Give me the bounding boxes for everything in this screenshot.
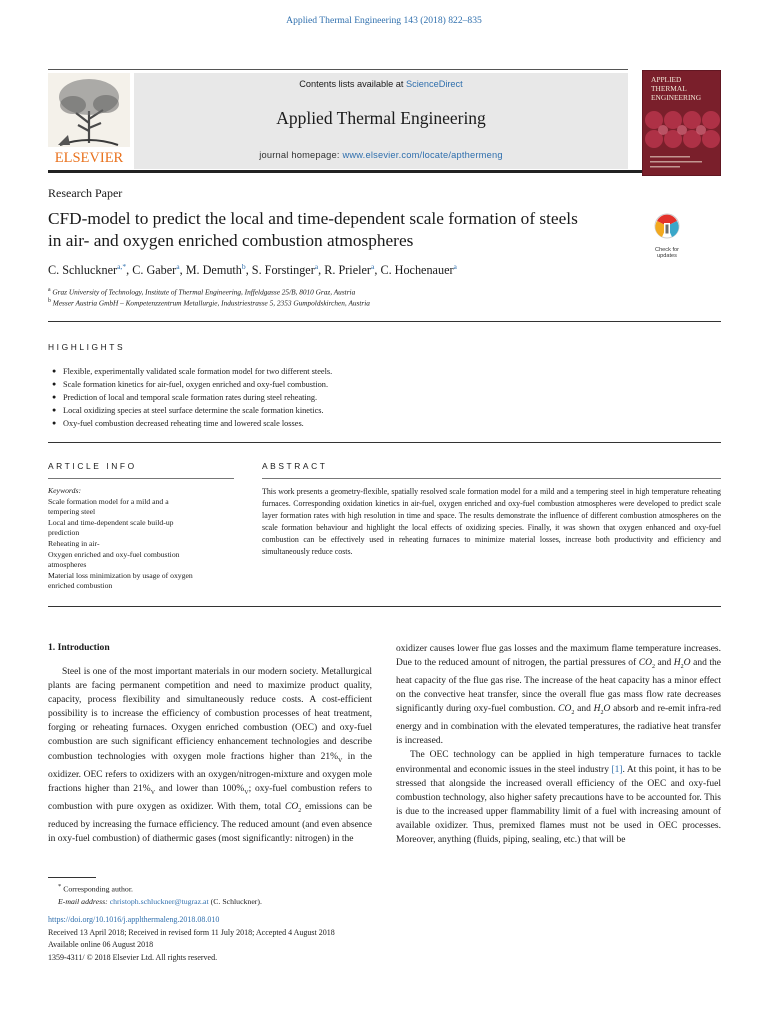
keyword-line: Reheating in air- (48, 538, 100, 548)
abstract-heading: ABSTRACT (262, 461, 328, 471)
highlight-item: ● Scale formation kinetics for air-fuel, oxygen enriched and oxy-fuel combustion. (52, 378, 692, 391)
crossmark-label: Check for updates (655, 247, 679, 260)
contents-prefix: Contents lists available at (299, 79, 407, 89)
subscript: V (338, 757, 343, 764)
subscript: V (244, 789, 249, 796)
article-info-heading: ARTICLE INFO (48, 461, 137, 471)
section-heading-introduction: 1. Introduction (48, 642, 110, 653)
svg-text:APPLIED: APPLIED (651, 75, 682, 84)
affiliation-b-text: Messer Austria GmbH – Kompetenzzentrum Metallurgie, Industriestrasse 5, 2353 Gumpoldskirchen, Austria (52, 298, 370, 308)
corresponding-author-footnote (58, 881, 262, 909)
highlights-heading: HIGHLIGHTS (48, 342, 126, 352)
author-separator: , (179, 263, 186, 278)
header-divider (48, 321, 721, 322)
footnote-rule (48, 877, 96, 878)
masthead-bottom-rule (48, 170, 721, 173)
footnote-text: Corresponding author. (61, 884, 133, 894)
contents-line (134, 79, 628, 89)
copyright-line: 1359-4311/ © 2018 Elsevier Ltd. All rights reserved. (48, 952, 218, 962)
author-affiliation-mark[interactable]: a,* (117, 262, 127, 271)
text-run: and lower than 100% (155, 783, 245, 794)
subscript: 2 (600, 710, 604, 717)
keyword-line: tempering steel (48, 507, 96, 517)
author-affiliation-mark[interactable]: a (314, 262, 319, 271)
corresponding-author-line (58, 881, 262, 896)
article-title (48, 208, 633, 252)
publication-info (48, 914, 335, 964)
formula: CO (558, 704, 572, 715)
elsevier-logo[interactable] (48, 73, 130, 165)
article-title-line-1: CFD-model to predict the local and time-dependent scale formation of steels (48, 209, 578, 228)
svg-text:ELSEVIER: ELSEVIER (54, 150, 124, 165)
author-name[interactable]: C. Schluckner (48, 263, 118, 278)
formula: CO (285, 801, 299, 812)
journal-citation[interactable] (0, 15, 768, 26)
email-label: E-mail address: (58, 897, 110, 907)
journal-homepage (134, 150, 628, 160)
author-name[interactable]: S. Forstinger (251, 263, 315, 278)
text-run: The OEC technology can be applied in high temperature furnaces to tackle environmental and economic issues in the steel industry (396, 750, 721, 775)
received-dates: Received 13 April 2018; Received in revised form 11 July 2018; Accepted 4 August 2018 (48, 927, 335, 937)
text-run: and (574, 704, 594, 715)
keyword-line: enriched combustion (48, 581, 113, 591)
author-name[interactable]: C. Hochenauer (380, 263, 454, 278)
footnote-mark: * (58, 883, 62, 890)
author-list (48, 262, 457, 278)
crossmark-icon (650, 212, 684, 242)
subscript: 2 (680, 663, 684, 670)
keywords-block (48, 486, 233, 592)
text-run: . At this point, it has to be stressed that alongside the increased overall efficiency of the OEC and oxy-fuel combustion technology, also higher safety precautions have to be accounted for. This is due to the increased upper flammability limit of a fuel with increasing amount of available oxidizer. Thus, premixed flames must not be used in OEC processes. Moreover, anything (fluids, piping, sealing, etc.) that will be (396, 764, 722, 845)
available-online: Available online 06 August 2018 (48, 940, 154, 949)
author-separator: , (126, 263, 133, 278)
highlight-item: ● Local oxidizing species at steel surface determine the scale formation kinetics. (52, 404, 692, 417)
text-run: emissions can be reduced by increasing the furnace efficiency. The reduced amount (and even absence in oxy-fuel combustion) of diathermic gases (most significantly: nitrogen) in the (48, 801, 372, 844)
author-affiliation-mark[interactable]: b (241, 262, 246, 271)
email-suffix: (C. Schluckner). (208, 897, 262, 907)
article-title-line-2: in air- and oxygen enriched combustion atmospheres (48, 231, 414, 250)
text-run: oxidizer causes lower flue gas losses and the maximum flame temperature increases. Due to the reduced amount of nitrogen, the partial pressures of (396, 644, 721, 669)
keyword-line: Material loss minimization by usage of oxygen (48, 570, 193, 580)
homepage-link[interactable]: www.elsevier.com/locate/apthermeng (342, 150, 503, 160)
email-link[interactable]: christoph.schluckner@tugraz.at (109, 897, 209, 907)
affiliation-a-text: Graz University of Technology, Institute of Thermal Engineering, Inffeldgasse 25/B, 8010 Graz, Austria (52, 287, 356, 297)
formula: H (593, 704, 601, 715)
text-run: Steel is one of the most important materials in our modern society. Metallurgical plants are facing permanent competition and need to maximize product quality, capacity, process flexibility and simultaneously reduce costs. A cost-efficient possibility is to increase the efficiency of combustion processes of heat treatment, forging or reheating furnaces. Oxygen enriched combustion (OEC) and oxy-fuel combustion are such significant efficiency enhancement technologies and describe combustion technologies with oxygen mole fractions higher than 21% (48, 667, 372, 762)
article-info-rule (48, 478, 234, 479)
citation-link[interactable]: Applied Thermal Engineering 143 (2018) 822–835 (286, 15, 482, 26)
reference-link[interactable]: [1] (611, 764, 623, 775)
body-column-right (396, 642, 721, 847)
check-for-updates-badge[interactable] (650, 212, 684, 260)
svg-text:THERMAL: THERMAL (651, 84, 687, 93)
formula: O (683, 658, 691, 669)
intro-paragraph-2 (396, 748, 721, 847)
intro-paragraph-continued (396, 642, 721, 748)
author-name[interactable]: R. Prieler (324, 263, 371, 278)
formula: CO (638, 658, 652, 669)
author-separator: , (318, 263, 325, 278)
keyword-line: Local and time-dependent scale build-up (48, 517, 174, 527)
abstract-text: This work presents a geometry-flexible, spatially resolved scale formation model for a mild and a tempering steel in high temperature reheating furnaces. Corresponding oxidation kinetics in air-fuel, oxygen enriched and oxy-fuel combustion atmospheres were developed to predict scale layer formation rates with high resolution in time and space. The results demonstrate the influence of different combustion atmospheres on the scale formation behaviour and highlight the local effects of oxidizing species. Finally, it was shown that oxygen enhanced and oxy-fuel combustion can be effectively used in reheating furnaces to minimize material losses, increase both productivity and efficiency and simultaneously reduce costs. (262, 487, 721, 557)
author-name[interactable]: C. Gaber (132, 263, 177, 278)
abstract-rule (262, 478, 721, 479)
highlights-divider (48, 442, 721, 443)
keywords-list (48, 497, 233, 592)
subscript: 2 (571, 710, 575, 717)
affiliation-b (48, 298, 370, 307)
highlight-item: ● Prediction of local and temporal scale formation rates during steel reheating. (52, 391, 692, 404)
masthead-top-rule (48, 69, 628, 70)
text-run: ; oxy-fuel combustion refers to combustion with pure oxygen as oxidizer. With them, total (48, 783, 372, 812)
highlight-item: ● Oxy-fuel combustion decreased reheating time and lowered scale losses. (52, 417, 692, 430)
journal-cover-image[interactable] (642, 70, 721, 176)
text-run: and the heat capacity of the flue gas rise. The increase of the heat capacity has a minor effect on the convective heat transfer, since the overall flue gas mass flow rate decreases significantly during oxy-fuel combustion. (396, 658, 722, 715)
body-column-left (48, 665, 372, 846)
doi-link[interactable]: https://doi.org/10.1016/j.applthermaleng.2018.08.010 (48, 915, 220, 924)
keyword-line: Oxygen enriched and oxy-fuel combustion (48, 549, 180, 559)
abstract-divider (48, 606, 721, 607)
intro-paragraph-1 (48, 665, 372, 846)
author-affiliation-mark[interactable]: a (176, 262, 180, 271)
affiliation-a-mark: a (48, 287, 51, 293)
svg-text:ENGINEERING: ENGINEERING (651, 93, 702, 102)
keyword-line: prediction (48, 528, 80, 538)
author-separator: , (245, 263, 252, 278)
formula: O (603, 704, 611, 715)
author-separator: , (374, 263, 381, 278)
keyword-line: atmospheres (48, 560, 87, 570)
formula: H (673, 658, 681, 669)
email-line (58, 896, 262, 909)
sciencedirect-link[interactable]: ScienceDirect (406, 79, 463, 89)
author-affiliation-mark[interactable]: a (370, 262, 375, 271)
affiliation-a (48, 287, 355, 296)
affiliation-b-mark: b (48, 298, 51, 304)
article-type: Research Paper (48, 186, 123, 200)
subscript: 2 (651, 663, 655, 670)
text-run: in the oxidizer. OEC refers to oxidizers with an oxygen/nitrogen-mixture and oxygen mole fractions higher than 21% (48, 751, 372, 794)
author-name[interactable]: M. Demuth (185, 263, 242, 278)
highlight-item: ● Flexible, experimentally validated scale formation model for two different steels. (52, 365, 692, 378)
subscript: V (150, 789, 156, 796)
author-affiliation-mark[interactable]: a (453, 262, 457, 271)
text-run: absorb and re-emit infra-red energy and in combination with the elevated temperatures, the radiative heat transfer is increased. (396, 704, 722, 747)
subscript: 2 (298, 807, 302, 814)
text-run: and (654, 658, 674, 669)
keywords-label: Keywords: (48, 486, 82, 495)
journal-title: Applied Thermal Engineering (276, 108, 486, 128)
homepage-label: journal homepage: (259, 150, 343, 160)
highlights-list (52, 365, 692, 430)
keyword-line: Scale formation model for a mild and a (48, 496, 169, 506)
